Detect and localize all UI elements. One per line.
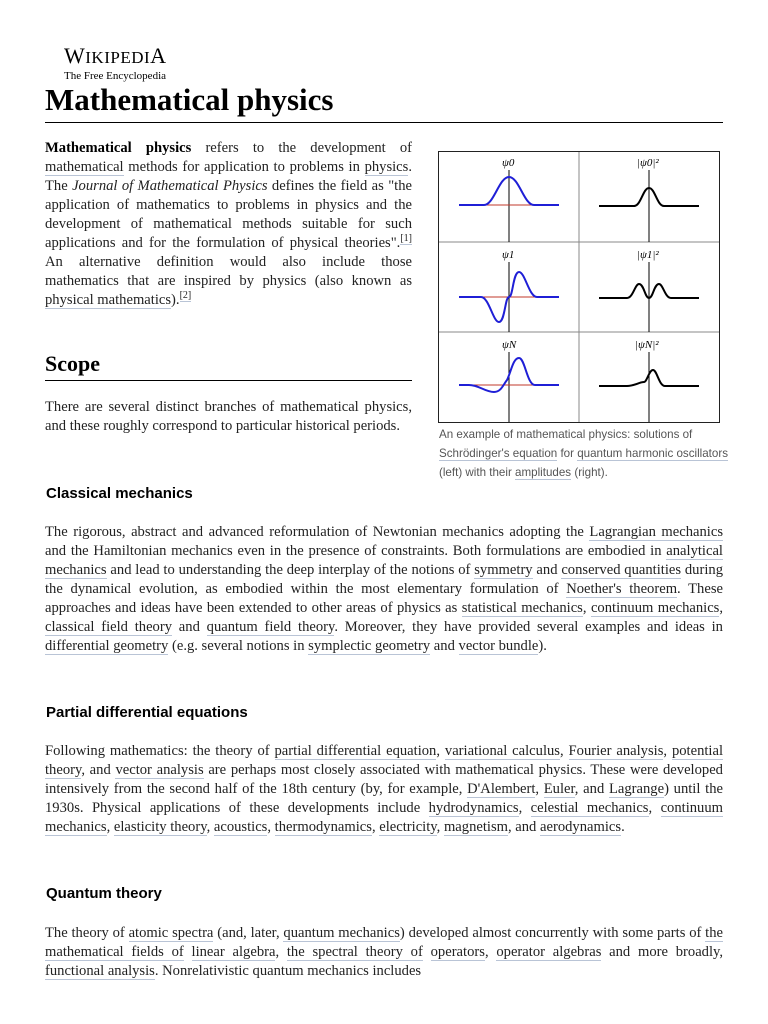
section-heading-scope: Scope	[45, 350, 412, 381]
link-analytical-mechanics[interactable]: analytical mechanics	[45, 543, 723, 578]
ref-1[interactable]: [1]	[400, 233, 412, 245]
logo-tagline: The Free Encyclopedia	[64, 70, 167, 82]
link-continuum-mechanics-2[interactable]: continuum mechanics	[45, 800, 724, 835]
ref-2[interactable]: [2]	[179, 290, 192, 302]
link-operators[interactable]: operators	[430, 944, 485, 960]
link-symmetry[interactable]: symmetry	[474, 562, 533, 578]
link-atomic-spectra[interactable]: atomic spectra	[128, 925, 214, 941]
link-magnetism[interactable]: magnetism	[443, 819, 508, 835]
link-quantum-harmonic-oscillators[interactable]: quantum harmonic oscillators	[577, 447, 729, 460]
page-title: Mathematical physics	[45, 80, 723, 123]
link-thermodynamics[interactable]: thermodynamics	[274, 819, 372, 835]
scope-paragraph: There are several distinct branches of mathematical physics, and these roughly correspond to particular historical periods.	[45, 399, 412, 434]
subheading-quantum-theory: Quantum theory	[46, 885, 162, 902]
link-quantum-field-theory[interactable]: quantum field theory	[206, 619, 335, 635]
link-operator-algebras[interactable]: operator algebras	[496, 944, 602, 960]
quantum-theory-paragraph: The theory of atomic spectra (and, later, quantum mechanics) developed almost concurrently with some parts of the mathematical fields of linear algebra, the spectral theory of operators, operator algebras and more broadly, functional analysis. Nonrelativistic quantum mechanics includes	[45, 925, 724, 979]
label-abs-psi0-sq: |ψ0|²	[637, 157, 659, 169]
link-dalembert[interactable]: D'Alembert	[467, 781, 536, 797]
wikipedia-logo[interactable]	[64, 44, 167, 82]
link-lagrangian-mechanics[interactable]: Lagrangian mechanics	[589, 524, 724, 540]
journal-title: Journal of Mathematical Physics	[72, 178, 268, 194]
link-lagrange[interactable]: Lagrange	[608, 781, 665, 797]
link-mathematical-fields[interactable]: the mathematical fields of	[45, 925, 724, 960]
pde-paragraph: Following mathematics: the theory of partial differential equation, variational calculus, Fourier analysis, potential theory, and vector analysis are perhaps most closely associated with mathematical physics. These were developed intensively from the second half of the 18th century (by, for example, D'Alembert, Euler, and Lagrange) until the 1930s. Physical applications of these developments include hydrodynamics, celestial mechanics, continuum mechanics, elasticity theory, acoustics, thermodynamics, electricity, magnetism, and aerodynamics.	[45, 743, 724, 835]
link-vector-analysis[interactable]: vector analysis	[115, 762, 204, 778]
link-physical-mathematics[interactable]: physical mathematics	[45, 292, 172, 308]
link-hydrodynamics[interactable]: hydrodynamics	[428, 800, 519, 816]
subheading-partial-differential-equations: Partial differential equations	[46, 704, 248, 721]
link-functional-analysis[interactable]: functional analysis	[45, 963, 155, 979]
link-classical-field-theory[interactable]: classical field theory	[45, 619, 173, 635]
link-schrodinger-equation[interactable]: Schrödinger's equation	[439, 447, 558, 460]
link-variational-calculus[interactable]: variational calculus	[444, 743, 560, 759]
link-electricity[interactable]: electricity	[379, 819, 437, 835]
figure-caption: An example of mathematical physics: solutions of Schrödinger's equation for quantum harmonic oscillators (left) with their amplitudes (right).	[439, 428, 729, 479]
link-physics[interactable]: physics	[364, 159, 409, 175]
link-vector-bundle[interactable]: vector bundle	[458, 638, 539, 654]
link-quantum-mechanics[interactable]: quantum mechanics	[283, 925, 400, 941]
link-acoustics[interactable]: acoustics	[213, 819, 268, 835]
label-psiN: ψN	[502, 339, 517, 351]
link-mathematical[interactable]: mathematical	[45, 159, 124, 175]
figure-harmonic-oscillators[interactable]	[438, 151, 720, 423]
link-potential-theory[interactable]: potential theory	[45, 743, 724, 778]
link-noethers-theorem[interactable]: Noether's theorem	[566, 581, 678, 597]
link-spectral-theory[interactable]: the spectral theory of	[286, 944, 423, 960]
label-psi0: ψ0	[502, 157, 515, 169]
link-linear-algebra[interactable]: linear algebra	[191, 944, 276, 960]
link-euler[interactable]: Euler	[543, 781, 575, 797]
label-abs-psiN-sq: |ψN|²	[635, 339, 659, 351]
link-symplectic-geometry[interactable]: symplectic geometry	[308, 638, 431, 654]
link-differential-geometry[interactable]: differential geometry	[45, 638, 169, 654]
label-abs-psi1-sq: |ψ1|²	[637, 249, 659, 261]
link-celestial-mechanics[interactable]: celestial mechanics	[530, 800, 649, 816]
link-aerodynamics[interactable]: aerodynamics	[540, 819, 622, 835]
label-psi1: ψ1	[502, 249, 515, 261]
link-fourier-analysis[interactable]: Fourier analysis	[568, 743, 664, 759]
link-partial-differential-equation[interactable]: partial differential equation	[274, 743, 437, 759]
subheading-classical-mechanics: Classical mechanics	[46, 485, 193, 502]
link-continuum-mechanics[interactable]: continuum mechanics	[590, 600, 720, 616]
link-elasticity-theory[interactable]: elasticity theory	[113, 819, 207, 835]
link-amplitudes[interactable]: amplitudes	[515, 466, 572, 479]
intro-bold-term: Mathematical physics	[45, 140, 192, 156]
intro-paragraph: Mathematical physics refers to the development of mathematical methods for application to problems in physics. The Journal of Mathematical Physics defines the field as "the application of mathematics to problems in physics and the development of mathematical methods suitable for such applications and for the formulation of physical theories".[1] An alternative definition would also include those mathematics that are inspired by physics (also known as physical mathematics).[2]	[45, 140, 412, 308]
logo-wordmark: WIKIPEDIA	[64, 43, 167, 68]
link-statistical-mechanics[interactable]: statistical mechanics	[461, 600, 583, 616]
classical-mechanics-paragraph: The rigorous, abstract and advanced reformulation of Newtonian mechanics adopting the Lagrangian mechanics and the Hamiltonian mechanics even in the presence of constraints. Both formulations are embodied in analytical mechanics and lead to understanding the deep interplay of the notions of symmetry and conserved quantities during the dynamical evolution, as embodied within the most elementary formulation of Noether's theorem. These approaches and ideas have been extended to other areas of physics as statistical mechanics, continuum mechanics, classical field theory and quantum field theory. Moreover, they have provided several examples and ideas in differential geometry (e.g. several notions in symplectic geometry and vector bundle).	[45, 524, 724, 654]
link-conserved-quantities[interactable]: conserved quantities	[561, 562, 682, 578]
oscillator-plots	[439, 152, 719, 422]
